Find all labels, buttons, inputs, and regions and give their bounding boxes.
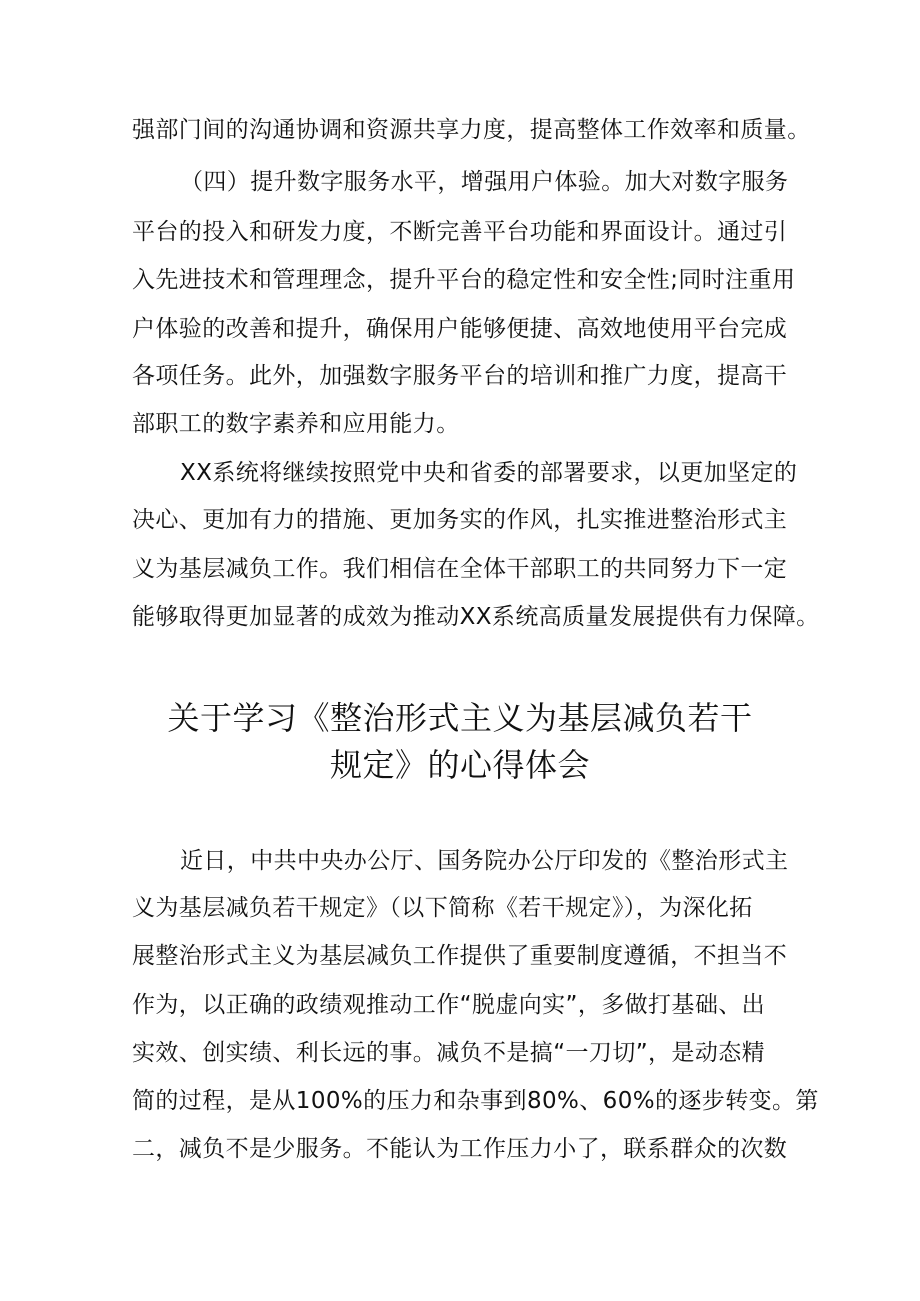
paragraph-line: XX系统将继续按照党中央和省委的部署要求，以更加坚定的 <box>180 460 798 486</box>
paragraph-line: （四）提升数字服务水平，增强用户体验。加大对数字服务 <box>180 169 789 195</box>
paragraph-line: 展整治形式主义为基层减负工作提供了重要制度遵循，不担当不 <box>132 943 788 969</box>
paragraph-line: 实效、创实绩、利长远的事。减负不是搞“一刀切”，是动态精 <box>132 1040 766 1066</box>
paragraph-line: 决心、更加有力的措施、更加务实的作风，扎实推进整治形式主 <box>132 507 788 533</box>
paragraph-line: 部职工的数字素养和应用能力。 <box>132 411 460 437</box>
paragraph-line: 能够取得更加显著的成效为推动XX系统高质量发展提供有力保障。 <box>132 604 820 630</box>
paragraph-line: 简的过程，是从100%的压力和杂事到80%、60%的逐步转变。第 <box>132 1088 819 1114</box>
paragraph-line: 平台的投入和研发力度，不断完善平台功能和界面设计。通过引 <box>132 219 788 245</box>
paragraph-line: 义为基层减负工作。我们相信在全体干部职工的共同努力下一定 <box>132 556 788 582</box>
paragraph-line: 户体验的改善和提升，确保用户能够便捷、高效地使用平台完成 <box>132 316 788 342</box>
article-title-line-1: 关于学习《整治形式主义为基层减负若干 <box>167 699 753 737</box>
article-title-line-2: 规定》的心得体会 <box>329 746 590 784</box>
paragraph-line: 二，减负不是少服务。不能认为工作压力小了，联系群众的次数 <box>132 1136 788 1162</box>
paragraph-line: 义为基层减负若干规定》（以下简称《若干规定》），为深化拓 <box>132 895 753 921</box>
paragraph-line: 入先进技术和管理理念，提升平台的稳定性和安全性;同时注重用 <box>132 267 796 293</box>
paragraph-line: 近日，中共中央办公厅、国务院办公厅印发的《整治形式主 <box>180 848 789 874</box>
paragraph-line: 作为，以正确的政绩观推动工作“脱虚向实”，多做打基础、出 <box>132 992 766 1018</box>
paragraph-line: 各项任务。此外，加强数字服务平台的培训和推广力度，提高干 <box>132 363 788 389</box>
paragraph-line: 强部门间的沟通协调和资源共享力度，提高整体工作效率和质量。 <box>132 117 811 143</box>
